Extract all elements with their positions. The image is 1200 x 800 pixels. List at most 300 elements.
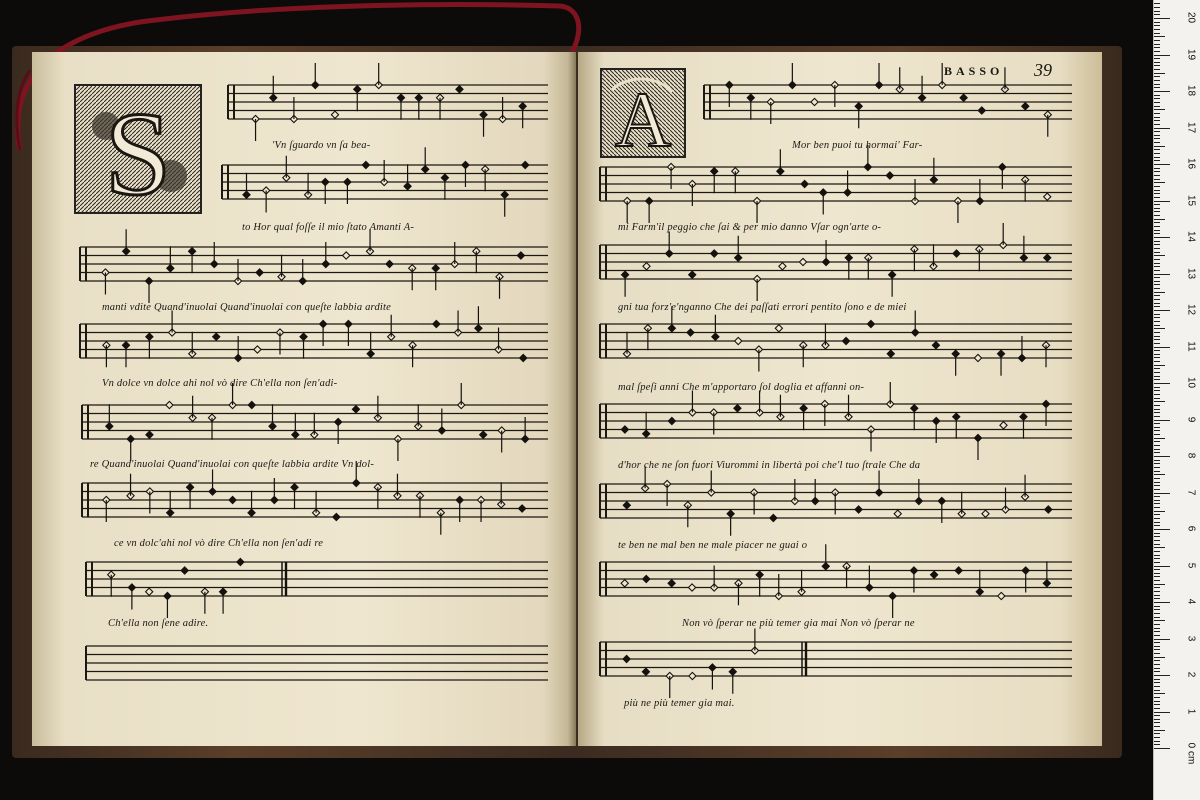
ruler-tick	[1154, 708, 1160, 709]
ruler-tick	[1154, 299, 1160, 300]
ruler-tick	[1154, 128, 1170, 129]
ruler-tick	[1154, 284, 1160, 285]
ruler-tick	[1154, 215, 1160, 216]
ruler-tick	[1154, 25, 1160, 26]
voice-part-label: BASSO	[944, 64, 1004, 78]
svg-text:A: A	[614, 76, 672, 156]
ruler-tick	[1154, 91, 1170, 92]
ruler-tick	[1154, 449, 1160, 450]
ruler-tick	[1154, 40, 1160, 41]
ruler-tick	[1154, 405, 1160, 406]
ruler-tick	[1154, 712, 1170, 713]
ruler-tick	[1154, 372, 1160, 373]
ruler-tick	[1154, 398, 1160, 399]
ruler-tick	[1154, 109, 1165, 110]
right-lyric-line-3: gni tua forz'e'nganno Che dei paſſati errori pentito ſono e de miei	[618, 302, 907, 313]
note-head	[621, 426, 628, 433]
ruler-number: 8	[1185, 452, 1197, 459]
ruler-tick	[1154, 434, 1160, 435]
note-head	[623, 655, 630, 662]
ruler-tick	[1154, 503, 1160, 504]
ruler-tick	[1154, 208, 1160, 209]
ruler-tick	[1154, 98, 1160, 99]
note-head	[842, 337, 849, 344]
ruler-tick	[1154, 80, 1160, 81]
ruler-tick	[1154, 617, 1160, 618]
note-head	[520, 354, 527, 361]
ruler-tick	[1154, 566, 1170, 567]
ruler-tick	[1154, 11, 1160, 12]
note-head	[932, 342, 939, 349]
right-lyric-line-7: Non vò ſperar ne più temer gia mai Non vò ſperar ne	[682, 618, 915, 629]
note-head	[998, 592, 1005, 599]
right-staff-7	[600, 544, 1072, 618]
ruler-number: 3	[1185, 635, 1197, 641]
note-head	[978, 107, 985, 114]
left-staff-7	[86, 558, 548, 618]
ruler-tick	[1154, 44, 1160, 45]
ruler-tick	[1154, 624, 1160, 625]
ruler-tick	[1154, 33, 1160, 34]
ruler-tick	[1154, 277, 1160, 278]
note-head	[775, 325, 782, 332]
left-lyric-line-7: Ch'ella non ſene adire.	[108, 618, 209, 629]
ruler-tick	[1154, 62, 1160, 63]
note-head	[433, 320, 440, 327]
ruler-tick	[1154, 394, 1160, 395]
right-lyric-line-4: mal ſpeſi anni Che m'apportaro ſol doglia et affanni on-	[618, 382, 865, 393]
ruler-tick	[1154, 87, 1160, 88]
left-music-staves	[32, 52, 576, 746]
ruler-tick	[1154, 460, 1160, 461]
note-head	[343, 252, 350, 259]
ruler-tick	[1154, 241, 1160, 242]
ruler-tick	[1154, 332, 1160, 333]
ruler-tick	[1154, 507, 1160, 508]
note-head	[248, 401, 255, 408]
ruler-tick	[1154, 555, 1160, 556]
note-head	[519, 505, 526, 512]
right-staff-3	[600, 223, 1072, 301]
note-head	[146, 431, 153, 438]
ruler-tick	[1154, 547, 1165, 548]
note-head	[256, 269, 263, 276]
note-head	[799, 258, 806, 265]
ruler-tick	[1154, 51, 1160, 52]
note-head	[333, 513, 340, 520]
ruler-tick	[1154, 660, 1160, 661]
ruler-tick	[1154, 690, 1160, 691]
left-staff-4	[80, 306, 548, 367]
ruler-tick	[1154, 106, 1160, 107]
ruler-tick	[1154, 536, 1160, 537]
ruler-tick	[1154, 164, 1170, 165]
ruler-tick	[1154, 120, 1160, 121]
measurement-ruler	[1153, 0, 1200, 800]
note-head	[181, 567, 188, 574]
right-lyric-line-5: d'hor che ne ſon fuori Viurommi in libertà poi che'l tuo ſtrale Che da	[618, 460, 921, 471]
note-head	[668, 580, 675, 587]
ruler-tick	[1154, 135, 1160, 136]
ruler-tick	[1154, 423, 1160, 424]
ruler-tick	[1154, 664, 1160, 665]
ruler-tick	[1154, 401, 1165, 402]
note-head	[1044, 254, 1051, 261]
ruler-tick	[1154, 336, 1160, 337]
ruler-tick	[1154, 263, 1160, 264]
right-lyric-line-8: più ne più temer gia mai.	[624, 698, 735, 709]
ruler-tick	[1154, 438, 1165, 439]
ruler-tick	[1154, 409, 1160, 410]
note-head	[621, 580, 628, 587]
ruler-tick	[1154, 204, 1160, 205]
ruler-tick	[1154, 529, 1170, 530]
ruler-tick	[1154, 675, 1170, 676]
left-lyric-line-5: re Quand'inuolai Quand'inuolai con queſte labbia ardite Vn dol-	[90, 459, 375, 470]
left-lyric-line-6: ce vn dolc'ahi nol vò dire Ch'ella non ſen'adi re	[114, 538, 324, 549]
ruler-number: 10	[1185, 376, 1197, 389]
ruler-tick	[1154, 456, 1170, 457]
ruler-tick	[1154, 328, 1165, 329]
ruler-tick	[1154, 153, 1160, 154]
right-page	[578, 52, 1102, 746]
left-page	[32, 52, 576, 746]
ruler-tick	[1154, 171, 1160, 172]
left-staff-3	[80, 229, 548, 303]
note-head	[689, 672, 696, 679]
ruler-tick	[1154, 29, 1160, 30]
ruler-tick	[1154, 693, 1165, 694]
ruler-tick	[1154, 613, 1160, 614]
ruler-number: 2	[1185, 671, 1197, 678]
ruler-tick	[1154, 576, 1160, 577]
ruler-tick	[1154, 365, 1165, 366]
ruler-tick	[1154, 149, 1160, 150]
ruler-tick	[1154, 591, 1160, 592]
note-head	[517, 252, 524, 259]
ruler-tick	[1154, 715, 1160, 716]
note-head	[855, 506, 862, 513]
ruler-tick	[1154, 657, 1165, 658]
ruler-tick	[1154, 631, 1160, 632]
ruler-tick	[1154, 230, 1160, 231]
svg-text:S: S	[104, 87, 172, 212]
ruler-tick	[1154, 569, 1160, 570]
ruler-tick	[1154, 741, 1160, 742]
ruler-tick	[1154, 179, 1160, 180]
ruler-tick	[1154, 281, 1160, 282]
ruler-tick	[1154, 511, 1165, 512]
ruler-tick	[1154, 489, 1160, 490]
note-head	[867, 320, 874, 327]
ruler-tick	[1154, 558, 1160, 559]
ruler-tick	[1154, 76, 1160, 77]
ruler-tick	[1154, 175, 1160, 176]
ruler-tick	[1154, 387, 1160, 388]
note-head	[688, 584, 695, 591]
ruler-tick	[1154, 146, 1165, 147]
ruler-tick	[1154, 357, 1160, 358]
ruler-tick	[1154, 595, 1160, 596]
ruler-tick	[1154, 639, 1170, 640]
ruler-tick	[1154, 255, 1165, 256]
left-staff-6	[82, 461, 548, 535]
ruler-tick	[1154, 682, 1160, 683]
right-staff-2	[600, 145, 1072, 223]
ruler-tick	[1154, 628, 1160, 629]
page-number: 39	[1034, 60, 1052, 80]
ruler-tick	[1154, 244, 1160, 245]
ruler-tick	[1154, 226, 1160, 227]
ruler-tick	[1154, 493, 1170, 494]
ruler-tick	[1154, 562, 1160, 563]
ruler-tick	[1154, 325, 1160, 326]
ruler-number: 11	[1185, 340, 1197, 352]
ruler-tick	[1154, 361, 1160, 362]
ruler-tick	[1154, 551, 1160, 552]
ruler-number: 16	[1185, 157, 1197, 170]
ruler-tick	[1154, 646, 1160, 647]
note-head	[1045, 506, 1052, 513]
ruler-tick	[1154, 219, 1165, 220]
ruler-tick	[1154, 704, 1160, 705]
ruler-tick	[1154, 306, 1160, 307]
ruler-tick	[1154, 295, 1160, 296]
ruler-tick	[1154, 47, 1160, 48]
ruler-number: 13	[1185, 267, 1197, 279]
ruler-tick	[1154, 722, 1160, 723]
right-music-staves	[578, 52, 1102, 746]
ruler-tick	[1154, 160, 1160, 161]
ruler-tick	[1154, 668, 1160, 669]
ruler-tick	[1154, 463, 1160, 464]
note-head	[974, 354, 981, 361]
ruler-tick	[1154, 266, 1160, 267]
ruler-tick	[1154, 102, 1160, 103]
ruler-number: 20	[1185, 11, 1197, 24]
right-lyric-line-6: te ben ne mal ben ne male piacer ne guai o	[618, 540, 808, 551]
note-head	[687, 329, 694, 336]
ruler-tick	[1154, 427, 1160, 428]
ruler-tick	[1154, 310, 1170, 311]
note-head	[522, 161, 529, 168]
ruler-number: 5	[1185, 562, 1197, 568]
left-staff-2	[222, 147, 548, 217]
ruler-tick	[1154, 314, 1160, 315]
ruler-tick	[1154, 65, 1160, 66]
ruler-tick	[1154, 642, 1160, 643]
ruler-tick	[1154, 7, 1160, 8]
ruler-tick	[1154, 525, 1160, 526]
ruler-tick	[1154, 730, 1165, 731]
ruler-tick	[1154, 649, 1160, 650]
ruler-tick	[1154, 748, 1170, 749]
ruler-tick	[1154, 182, 1165, 183]
ruler-tick	[1154, 726, 1160, 727]
ruler-tick	[1154, 259, 1160, 260]
ruler-tick	[1154, 55, 1170, 56]
right-lyric-line-1: Mor ben puoi tu hormai' Far-	[792, 140, 923, 151]
note-head	[955, 567, 962, 574]
note-head	[1022, 103, 1029, 110]
ruler-tick	[1154, 18, 1170, 19]
ruler-tick	[1154, 500, 1160, 501]
ruler-number: 7	[1185, 489, 1197, 495]
note-head	[480, 431, 487, 438]
ruler-tick	[1154, 653, 1160, 654]
note-head	[931, 571, 938, 578]
right-lyric-line-2: mi Farm'il peggio che ſai & per mio danno Vſar ogn'arte o-	[618, 222, 882, 233]
ruler-tick	[1154, 211, 1160, 212]
ruler-tick	[1154, 95, 1160, 96]
ruler-tick	[1154, 733, 1160, 734]
note-head	[668, 417, 675, 424]
ruler-tick	[1154, 197, 1160, 198]
ruler-number: 9	[1185, 416, 1197, 422]
ruler-tick	[1154, 354, 1160, 355]
ruler-tick	[1154, 602, 1170, 603]
note-head	[352, 406, 359, 413]
note-head	[982, 510, 989, 517]
note-head	[456, 86, 463, 93]
ruler-tick	[1154, 142, 1160, 143]
ruler-tick	[1154, 73, 1165, 74]
ruler-tick	[1154, 635, 1160, 636]
right-staff-6	[600, 466, 1072, 536]
left-staff-5	[82, 383, 548, 461]
ruler-tick	[1154, 58, 1160, 59]
note-head	[734, 405, 741, 412]
ruler-tick	[1154, 14, 1160, 15]
ruler-tick	[1154, 467, 1160, 468]
ruler-tick	[1154, 580, 1160, 581]
left-lyric-line-2: to Hor qual foſſe il mio ſtato Amanti A-	[242, 222, 415, 233]
ruler-tick	[1154, 317, 1160, 318]
ruler-tick	[1154, 671, 1160, 672]
ruler-tick	[1154, 606, 1160, 607]
ruler-tick	[1154, 416, 1160, 417]
note-head	[213, 333, 220, 340]
ruler-tick	[1154, 343, 1160, 344]
right-staff-8	[600, 629, 1072, 699]
ruler-tick	[1154, 248, 1160, 249]
ruler-tick	[1154, 222, 1160, 223]
note-head	[237, 558, 244, 565]
ruler-tick	[1154, 445, 1160, 446]
ruler-tick	[1154, 744, 1160, 745]
note-head	[362, 161, 369, 168]
ruler-number: 19	[1185, 48, 1197, 60]
ruler-tick	[1154, 471, 1160, 472]
left-staff-8	[86, 646, 548, 680]
ruler-tick	[1154, 350, 1160, 351]
ruler-tick	[1154, 485, 1160, 486]
ruler-tick	[1154, 201, 1170, 202]
ruler-tick	[1154, 686, 1160, 687]
note-head	[711, 250, 718, 257]
ruler-tick	[1154, 390, 1160, 391]
ruler-tick	[1154, 36, 1165, 37]
ruler-tick	[1154, 303, 1160, 304]
ruler-tick	[1154, 131, 1160, 132]
ruler-number: 1	[1185, 708, 1197, 714]
note-head	[229, 496, 236, 503]
ruler-unit-label: 0 cm	[1185, 742, 1197, 765]
ruler-tick	[1154, 496, 1160, 497]
right-staff-5	[600, 382, 1072, 460]
note-head	[735, 337, 742, 344]
note-head	[886, 172, 893, 179]
ruler-tick	[1154, 482, 1160, 483]
note-head	[331, 111, 338, 118]
ruler-tick	[1154, 376, 1160, 377]
note-head	[623, 502, 630, 509]
note-head	[779, 263, 786, 270]
ruler-tick	[1154, 697, 1160, 698]
note-head	[960, 94, 967, 101]
note-head	[1044, 193, 1051, 200]
ruler-tick	[1154, 113, 1160, 114]
ruler-tick	[1154, 193, 1160, 194]
ruler-tick	[1154, 84, 1160, 85]
ruler-tick	[1154, 474, 1165, 475]
ruler-tick	[1154, 138, 1160, 139]
ruler-number: 6	[1185, 525, 1197, 532]
ruler-tick	[1154, 737, 1160, 738]
note-head	[643, 575, 650, 582]
ruler-tick	[1154, 339, 1160, 340]
ruler-tick	[1154, 190, 1160, 191]
ruler-tick	[1154, 420, 1170, 421]
ruler-tick	[1154, 368, 1160, 369]
ruler-tick	[1154, 321, 1160, 322]
ruler-tick	[1154, 379, 1160, 380]
ruler-number: 4	[1185, 598, 1197, 605]
note-head	[689, 271, 696, 278]
ruler-tick	[1154, 701, 1160, 702]
ruler-tick	[1154, 514, 1160, 515]
left-staff-1	[228, 63, 548, 141]
ruler-tick	[1154, 573, 1160, 574]
note-head	[887, 350, 894, 357]
ruler-tick	[1154, 587, 1160, 588]
ruler-tick	[1154, 679, 1160, 680]
ruler-tick	[1154, 124, 1160, 125]
ruler-tick	[1154, 383, 1170, 384]
note-head	[642, 668, 649, 675]
ruler-tick	[1154, 233, 1160, 234]
ruler-number: 12	[1185, 303, 1197, 316]
ruler-tick	[1154, 347, 1170, 348]
ruler-tick	[1154, 237, 1170, 238]
note-head	[801, 180, 808, 187]
note-head	[953, 250, 960, 257]
ruler-tick	[1154, 598, 1160, 599]
ruler-tick	[1154, 270, 1160, 271]
ruler-tick	[1154, 452, 1160, 453]
ruler-tick	[1154, 69, 1160, 70]
left-lyric-line-4: Vn dolce vn dolce ahi nol vò dire Ch'ella non ſen'adi-	[102, 378, 338, 389]
ruler-tick	[1154, 609, 1160, 610]
note-head	[1000, 422, 1007, 429]
note-head	[386, 260, 393, 267]
ruler-tick	[1154, 292, 1165, 293]
ruler-number: 15	[1185, 194, 1197, 206]
ruler-tick	[1154, 584, 1165, 585]
ruler-tick	[1154, 157, 1160, 158]
ruler-tick	[1154, 22, 1160, 23]
note-head	[811, 98, 818, 105]
